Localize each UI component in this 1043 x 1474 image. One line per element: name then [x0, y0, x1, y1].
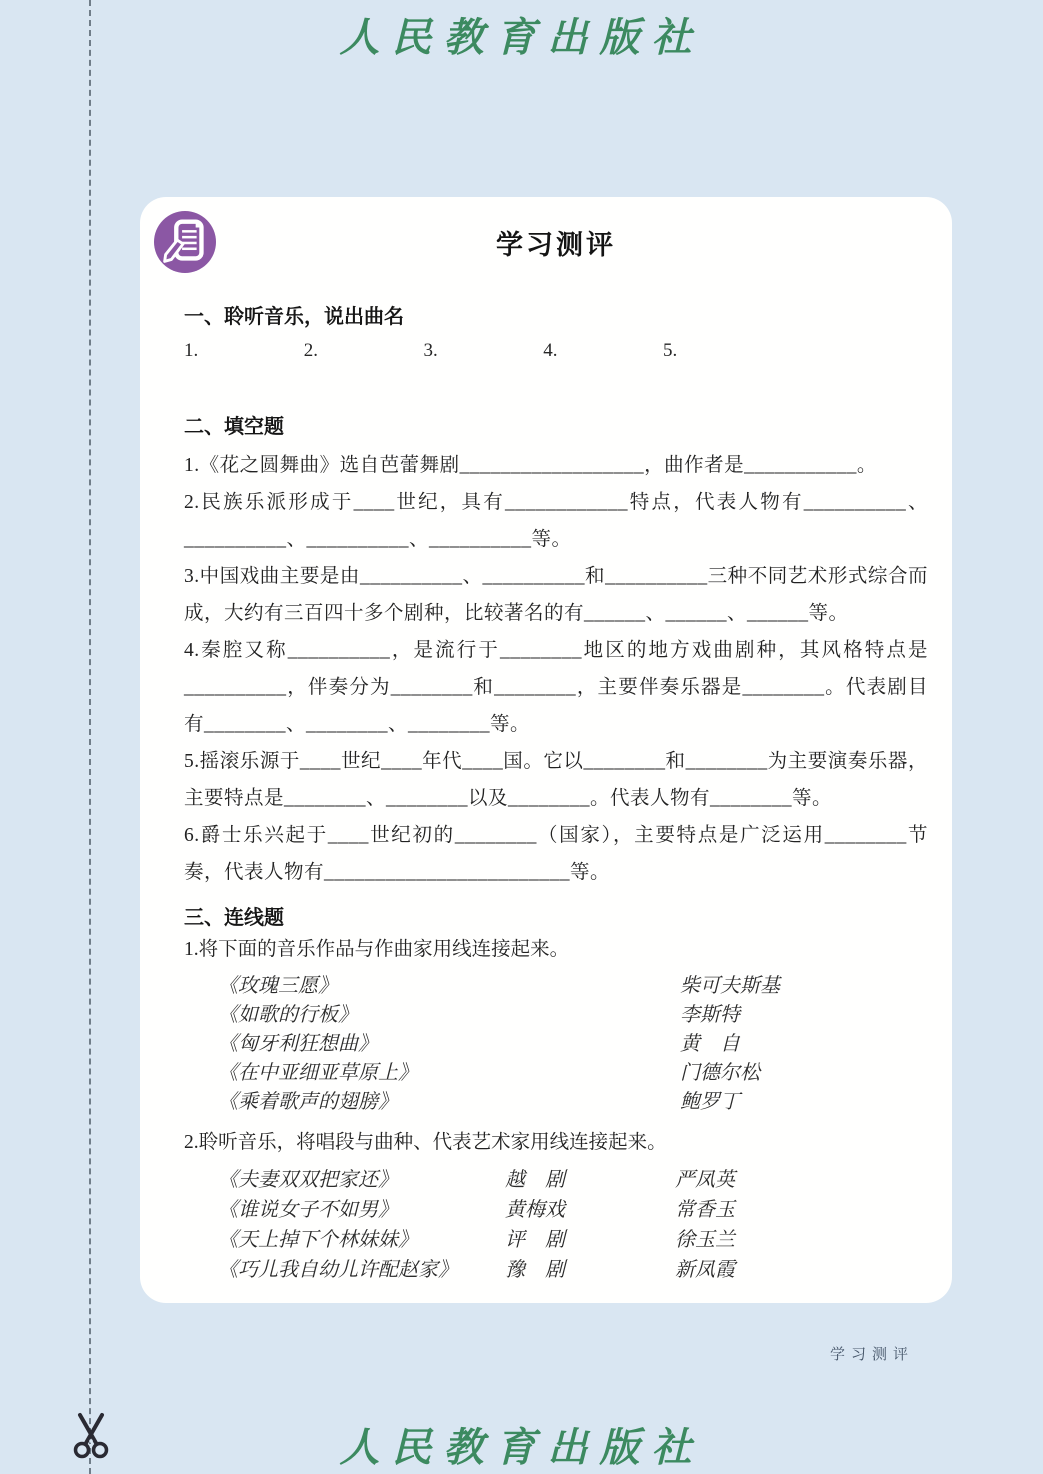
question-1: 1.《花之圆舞曲》选自芭蕾舞剧__________________，曲作者是___________。	[184, 455, 877, 476]
listening-number-row	[184, 337, 928, 365]
artist-name: 严凤英	[675, 1169, 735, 1191]
listening-item-2: 2.	[303, 340, 318, 361]
listening-item-5: 5.	[663, 340, 678, 361]
aria-title: 《巧儿我自幼儿许配赵家》	[218, 1259, 458, 1281]
work-title: 《玫瑰三愿》	[218, 975, 338, 997]
publisher-logo-bottom: 人民教育出版社	[339, 1425, 704, 1470]
listening-item-1: 1.	[184, 340, 199, 361]
page-title: 学习测评	[496, 230, 616, 260]
matching-task1-list	[184, 972, 928, 1117]
publisher-logo-top: 人民教育出版社	[339, 15, 704, 60]
aria-title: 《天上掉下个林妹妹》	[218, 1229, 418, 1251]
question-6: 6.爵士乐兴起于____世纪初的________（国家），主要特点是广泛运用________节奏，代表人物有________________________等。	[184, 825, 928, 883]
work-title: 《如歌的行板》	[218, 1004, 358, 1026]
opera-genre: 越 剧	[505, 1169, 565, 1191]
composer-name: 李斯特	[680, 1004, 740, 1026]
opera-genre: 评 剧	[505, 1229, 565, 1251]
question-4: 4.秦腔又称__________，是流行于________地区的地方戏曲剧种，其风格特点是__________，伴奏分为________和________，主要伴奏乐器是________。代表剧目有________、________、________等。	[184, 640, 928, 735]
section-heading-matching: 三、连线题	[184, 907, 284, 929]
artist-name: 新凤霞	[675, 1259, 735, 1281]
match-row	[184, 1255, 928, 1285]
question-5: 5.摇滚乐源于____世纪____年代____国。它以________和________为主要演奏乐器，主要特点是________、________以及________。代表人物有________等。	[184, 751, 928, 809]
work-title: 《在中亚细亚草原上》	[218, 1062, 418, 1084]
work-title: 《乘着歌声的翅膀》	[218, 1091, 398, 1113]
fill-blank-questions	[184, 447, 928, 891]
question-2: 2.民族乐派形成于____世纪，具有____________特点，代表人物有__________、__________、__________、__________等。	[184, 492, 928, 550]
match-pair	[184, 1030, 928, 1059]
artist-name: 徐玉兰	[675, 1229, 735, 1251]
matching-task1-label: 1.将下面的音乐作品与作曲家用线连接起来。	[184, 939, 570, 960]
composer-name: 黄 自	[680, 1033, 740, 1055]
match-pair	[184, 1001, 928, 1030]
section-heading-fill-blanks: 二、填空题	[184, 416, 284, 438]
listening-item-4: 4.	[543, 340, 558, 361]
match-pair	[184, 1088, 928, 1117]
matching-task2-list	[184, 1165, 928, 1285]
match-row	[184, 1225, 928, 1255]
worksheet-card	[140, 197, 952, 1303]
match-row	[184, 1195, 928, 1225]
aria-title: 《夫妻双双把家还》	[218, 1169, 398, 1191]
section-heading-listening: 一、聆听音乐，说出曲名	[184, 306, 404, 328]
listening-item-3: 3.	[423, 340, 438, 361]
question-3: 3.中国戏曲主要是由__________、__________和__________三种不同艺术形式综合而成，大约有三百四十多个剧种，比较著名的有______、______、______等。	[184, 566, 928, 624]
match-pair	[184, 972, 928, 1001]
cut-dashed-line	[89, 0, 91, 1474]
matching-task2-label: 2.聆听音乐，将唱段与曲种、代表艺术家用线连接起来。	[184, 1132, 667, 1153]
match-pair	[184, 1059, 928, 1088]
artist-name: 常香玉	[675, 1199, 735, 1221]
aria-title: 《谁说女子不如男》	[218, 1199, 398, 1221]
opera-genre: 豫 剧	[505, 1259, 565, 1281]
match-row	[184, 1165, 928, 1195]
notepad-pencil-icon	[154, 211, 216, 273]
work-title: 《匈牙利狂想曲》	[218, 1033, 378, 1055]
composer-name: 柴可夫斯基	[680, 975, 780, 997]
composer-name: 门德尔松	[680, 1062, 760, 1084]
running-footer: 学习测评	[830, 1347, 915, 1363]
composer-name: 鲍罗丁	[680, 1091, 740, 1113]
opera-genre: 黄梅戏	[505, 1199, 565, 1221]
